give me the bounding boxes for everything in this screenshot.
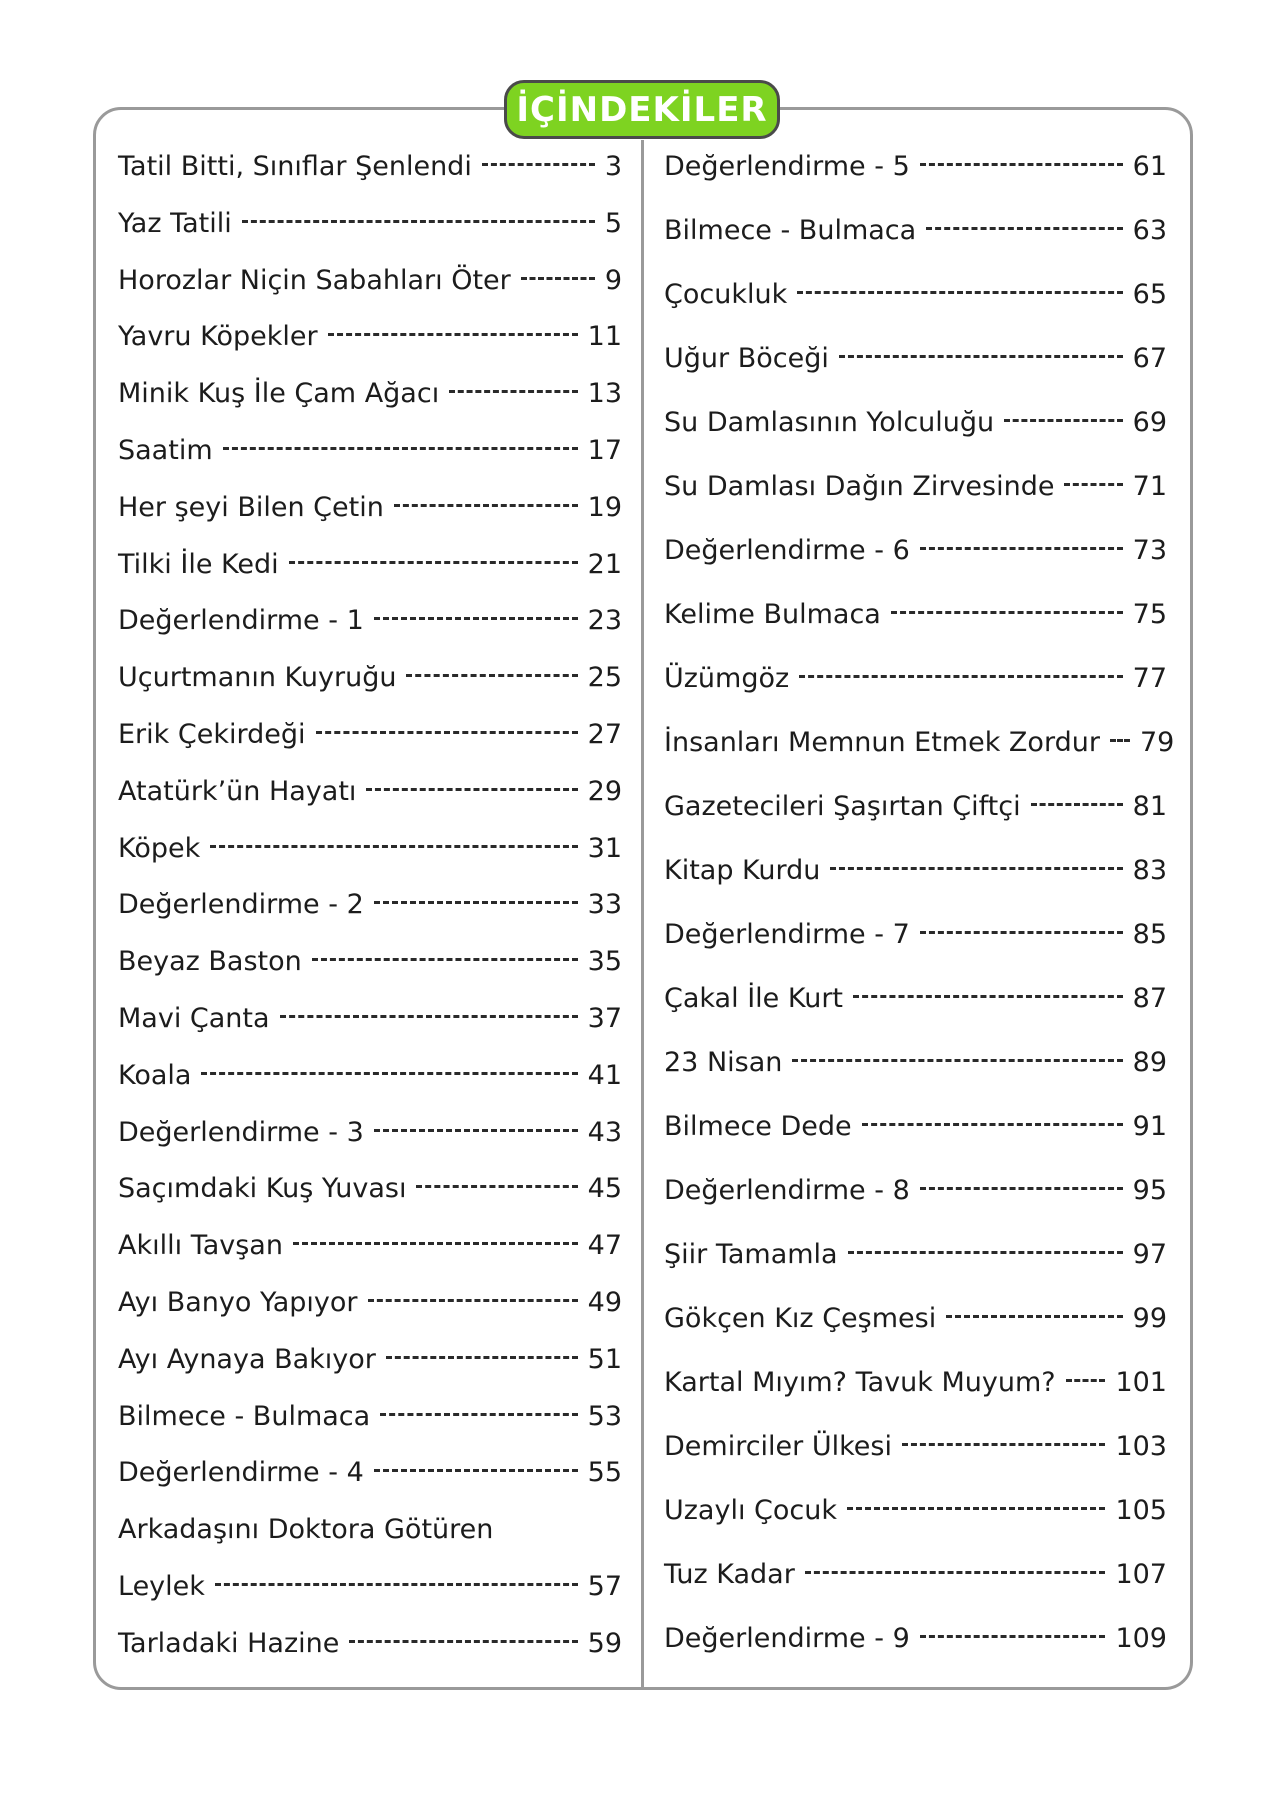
toc-entry-page: 43 — [587, 1116, 622, 1148]
toc-entry-page: 57 — [587, 1570, 622, 1602]
toc-entry-page: 107 — [1115, 1559, 1167, 1590]
toc-entry-page: 33 — [587, 889, 622, 921]
dot-leader — [920, 1187, 1123, 1190]
toc-entry-title: Leylek — [118, 1570, 205, 1602]
toc-entry-title: Horozlar Niçin Sabahları Öter — [118, 264, 511, 296]
toc-entry-title: Köpek — [118, 832, 201, 864]
toc-entry-page: 17 — [587, 434, 622, 466]
toc-entry-title: Kitap Kurdu — [664, 855, 821, 886]
toc-entry — [118, 1345, 622, 1402]
toc-entry-title: Değerlendirme - 5 — [664, 151, 910, 182]
dot-leader — [374, 1129, 578, 1132]
toc-entry — [118, 1004, 622, 1061]
toc-left-column — [118, 152, 622, 1686]
toc-entry — [118, 436, 622, 493]
toc-entry-title: Bilmece - Bulmaca — [118, 1400, 371, 1432]
toc-entry — [118, 1458, 622, 1515]
toc-entry-page: 67 — [1132, 343, 1167, 374]
toc-entry-page: 35 — [587, 946, 622, 978]
toc-entry — [118, 1174, 622, 1231]
dot-leader — [374, 1469, 578, 1472]
toc-entry-page: 53 — [587, 1400, 622, 1432]
toc-entry-title: Değerlendirme - 7 — [664, 919, 910, 950]
toc-entry — [118, 1572, 622, 1629]
toc-entry — [664, 1176, 1167, 1240]
dot-leader — [920, 547, 1123, 550]
toc-entry-title: Çakal İle Kurt — [664, 983, 844, 1014]
toc-entry-title: Uçurtmanın Kuyruğu — [118, 662, 397, 694]
toc-entry-title: İnsanları Memnun Etmek Zordur — [664, 727, 1100, 758]
toc-entry-title: Değerlendirme - 4 — [118, 1457, 364, 1489]
toc-entry-page: 79 — [1139, 727, 1175, 758]
toc-entry-title: Değerlendirme - 8 — [664, 1175, 910, 1206]
toc-entry-page: 25 — [587, 662, 622, 694]
toc-entry — [664, 727, 1175, 792]
dot-leader — [328, 333, 578, 336]
toc-entry — [118, 606, 622, 663]
dot-leader — [799, 675, 1122, 678]
toc-entry-title: Minik Kuş İle Çam Ağacı — [118, 378, 440, 410]
toc-entry-page: 47 — [587, 1230, 622, 1262]
toc-entry — [118, 152, 622, 209]
toc-entry-title: Tilki İle Kedi — [118, 548, 279, 580]
toc-entry-title: Şiir Tamamla — [664, 1239, 838, 1270]
dot-leader — [1004, 419, 1122, 422]
dot-leader — [853, 995, 1123, 998]
dot-leader — [482, 163, 595, 166]
toc-entry-title: Tatil Bitti, Sınıflar Şenlendi — [118, 151, 472, 182]
toc-entry-title: Koala — [118, 1059, 192, 1091]
toc-entry — [664, 1240, 1167, 1304]
toc-entry-title: Kelime Bulmaca — [664, 599, 881, 630]
toc-entry — [664, 280, 1167, 344]
toc-entry-page: 101 — [1115, 1367, 1167, 1398]
toc-entry — [118, 777, 622, 834]
toc-entry — [664, 1048, 1167, 1112]
dot-leader — [380, 1413, 577, 1416]
toc-entry — [118, 379, 622, 436]
toc-entry-title: Saçımdaki Kuş Yuvası — [118, 1173, 407, 1205]
toc-entry-page: 27 — [587, 718, 622, 750]
toc-entry — [664, 408, 1167, 472]
toc-entry — [664, 152, 1167, 216]
toc-entry — [118, 663, 622, 720]
toc-entry-page: 97 — [1132, 1239, 1167, 1270]
toc-entry-page: 3 — [604, 151, 622, 182]
toc-right-column — [664, 151, 1175, 1688]
toc-entry — [664, 600, 1167, 664]
toc-entry-page: 83 — [1132, 855, 1167, 886]
toc-entry-page: 9 — [604, 264, 622, 296]
toc-entry-title: Demirciler Ülkesi — [664, 1431, 892, 1462]
toc-entry-page: 71 — [1132, 471, 1167, 502]
toc-entry-title: Ayı Aynaya Bakıyor — [118, 1343, 376, 1375]
toc-entry — [118, 834, 622, 891]
dot-leader — [374, 617, 578, 620]
toc-entry-title: Beyaz Baston — [118, 946, 302, 978]
dot-leader — [449, 390, 577, 393]
toc-entry-page: 81 — [1132, 791, 1167, 822]
toc-entry-title: 23 Nisan — [664, 1047, 783, 1078]
toc-entry — [118, 1288, 622, 1345]
toc-entry-page: 31 — [587, 832, 622, 864]
toc-entry-title: Değerlendirme - 1 — [118, 605, 364, 637]
dot-leader — [210, 845, 577, 848]
dot-leader — [293, 1242, 578, 1245]
toc-entry-title: Değerlendirme - 6 — [664, 535, 910, 566]
toc-entry — [118, 1231, 622, 1288]
toc-entry-title: Mavi Çanta — [118, 1002, 270, 1034]
toc-entry — [118, 1515, 622, 1572]
dot-leader — [792, 1059, 1122, 1062]
toc-entry-page: 105 — [1115, 1495, 1167, 1526]
toc-entry — [118, 550, 622, 607]
toc-entry-page: 85 — [1132, 919, 1167, 950]
toc-entry-title: Kartal Mıyım? Tavuk Muyum? — [664, 1367, 1056, 1398]
dot-leader — [848, 1251, 1123, 1254]
toc-entry — [664, 1112, 1167, 1176]
toc-entry — [664, 536, 1167, 600]
toc-entry-page: 37 — [587, 1002, 622, 1034]
toc-entry-title: Ayı Banyo Yapıyor — [118, 1286, 358, 1318]
toc-entry — [664, 920, 1167, 984]
toc-entry — [118, 322, 622, 379]
dot-leader — [847, 1507, 1105, 1510]
toc-entry-title: Değerlendirme - 3 — [118, 1116, 364, 1148]
toc-entry-page: 89 — [1132, 1047, 1167, 1078]
toc-entry — [664, 1560, 1167, 1624]
toc-entry-page: 63 — [1132, 215, 1167, 246]
toc-entry — [118, 1118, 622, 1175]
toc-entry-page: 75 — [1132, 599, 1167, 630]
dot-leader — [406, 674, 577, 677]
toc-entry-title: Her şeyi Bilen Çetin — [118, 491, 384, 523]
toc-entry-title: Değerlendirme - 9 — [664, 1623, 910, 1654]
dot-leader — [805, 1571, 1106, 1574]
toc-entry-page: 5 — [604, 207, 622, 239]
toc-entry-title: Yavru Köpekler — [118, 321, 318, 353]
toc-entry-page: 11 — [587, 321, 622, 353]
toc-entry-page: 65 — [1132, 279, 1167, 310]
dot-leader — [416, 1185, 577, 1188]
dot-leader — [920, 163, 1123, 166]
toc-entry-page: 61 — [1132, 151, 1167, 182]
dot-leader — [201, 1072, 577, 1075]
dot-leader — [839, 355, 1123, 358]
toc-entry-title: Saatim — [118, 434, 213, 466]
toc-entry-page: 95 — [1132, 1175, 1167, 1206]
toc-entry — [118, 1629, 622, 1686]
toc-entry — [118, 1402, 622, 1459]
dot-leader — [316, 731, 578, 734]
column-divider — [641, 140, 644, 1689]
dot-leader — [920, 931, 1123, 934]
toc-entry-page: 21 — [587, 548, 622, 580]
dot-leader — [349, 1640, 577, 1643]
toc-entry-page: 91 — [1132, 1111, 1167, 1142]
toc-entry-title: Değerlendirme - 2 — [118, 889, 364, 921]
dot-leader — [1064, 483, 1122, 486]
dot-leader — [368, 1299, 578, 1302]
toc-entry-title: Gazetecileri Şaşırtan Çiftçi — [664, 791, 1021, 822]
toc-entry-page: 41 — [587, 1059, 622, 1091]
toc-entry-title: Yaz Tatili — [118, 207, 232, 239]
dot-leader — [242, 220, 595, 223]
toc-entry — [118, 720, 622, 777]
toc-title: İÇİNDEKİLER — [504, 80, 780, 139]
dot-leader — [215, 1583, 578, 1586]
toc-entry-page: 103 — [1115, 1431, 1167, 1462]
dot-leader — [280, 1015, 578, 1018]
toc-entry — [664, 856, 1167, 920]
toc-entry-title: Su Damlası Dağın Zirvesinde — [664, 471, 1055, 502]
dot-leader — [312, 958, 578, 961]
toc-entry-title: Bilmece Dede — [664, 1111, 852, 1142]
dot-leader — [374, 901, 578, 904]
toc-entry — [664, 792, 1167, 856]
toc-entry — [664, 1304, 1167, 1368]
toc-entry — [118, 1061, 622, 1118]
toc-entry-title: Uzaylı Çocuk — [664, 1495, 838, 1526]
toc-entry — [118, 209, 622, 266]
toc-entry-page: 19 — [587, 491, 622, 523]
toc-entry — [118, 890, 622, 947]
dot-leader — [366, 788, 577, 791]
toc-entry — [664, 472, 1167, 536]
dot-leader — [1110, 739, 1130, 742]
toc-entry-page: 59 — [587, 1627, 622, 1659]
toc-entry-title: Atatürk’ün Hayatı — [118, 775, 357, 807]
toc-entry — [118, 493, 622, 550]
toc-entry-title: Gökçen Kız Çeşmesi — [664, 1303, 937, 1334]
toc-entry-page: 49 — [587, 1286, 622, 1318]
toc-entry — [664, 1496, 1167, 1560]
toc-entry-page: 87 — [1132, 983, 1167, 1014]
toc-entry-title: Su Damlasının Yolculuğu — [664, 407, 995, 438]
dot-leader — [223, 447, 578, 450]
toc-entry-title: Çocukluk — [664, 279, 788, 310]
toc-entry — [664, 216, 1167, 280]
toc-entry-page: 29 — [587, 775, 622, 807]
toc-entry-page: 45 — [587, 1173, 622, 1205]
toc-entry-page: 51 — [587, 1343, 622, 1375]
toc-entry — [664, 344, 1167, 408]
dot-leader — [797, 291, 1122, 294]
toc-entry-page: 99 — [1132, 1303, 1167, 1334]
toc-entry-page: 73 — [1132, 535, 1167, 566]
toc-entry-page: 55 — [587, 1457, 622, 1489]
toc-entry-title: Arkadaşını Doktora Götüren — [118, 1514, 494, 1546]
toc-entry-page: 69 — [1132, 407, 1167, 438]
dot-leader — [891, 611, 1123, 614]
dot-leader — [862, 1123, 1123, 1126]
dot-leader — [289, 561, 578, 564]
dot-leader — [394, 504, 578, 507]
toc-entry — [664, 1368, 1167, 1432]
dot-leader — [1031, 803, 1123, 806]
toc-entry-page: 13 — [587, 378, 622, 410]
toc-entry — [118, 266, 622, 323]
toc-entry-title: Uğur Böceği — [664, 343, 829, 374]
toc-entry — [664, 1624, 1167, 1688]
toc-entry-title: Akıllı Tavşan — [118, 1230, 283, 1262]
toc-entry-title: Tarladaki Hazine — [118, 1627, 340, 1659]
toc-entry-page: 109 — [1115, 1623, 1167, 1654]
dot-leader — [386, 1356, 578, 1359]
toc-entry-page: 23 — [587, 605, 622, 637]
dot-leader — [920, 1635, 1106, 1638]
toc-entry — [664, 984, 1167, 1048]
toc-entry-page: 77 — [1132, 663, 1167, 694]
toc-entry — [118, 947, 622, 1004]
toc-entry — [664, 664, 1167, 728]
dot-leader — [902, 1443, 1105, 1446]
dot-leader — [926, 227, 1122, 230]
toc-entry-title: Bilmece - Bulmaca — [664, 215, 917, 246]
dot-leader — [1066, 1379, 1106, 1382]
toc-entry-title: Tuz Kadar — [664, 1559, 795, 1590]
toc-entry-title: Üzümgöz — [664, 663, 790, 694]
dot-leader — [521, 277, 595, 280]
toc-entry-title: Erik Çekirdeği — [118, 718, 306, 750]
dot-leader — [830, 867, 1122, 870]
toc-entry — [664, 1432, 1167, 1496]
dot-leader — [946, 1315, 1122, 1318]
